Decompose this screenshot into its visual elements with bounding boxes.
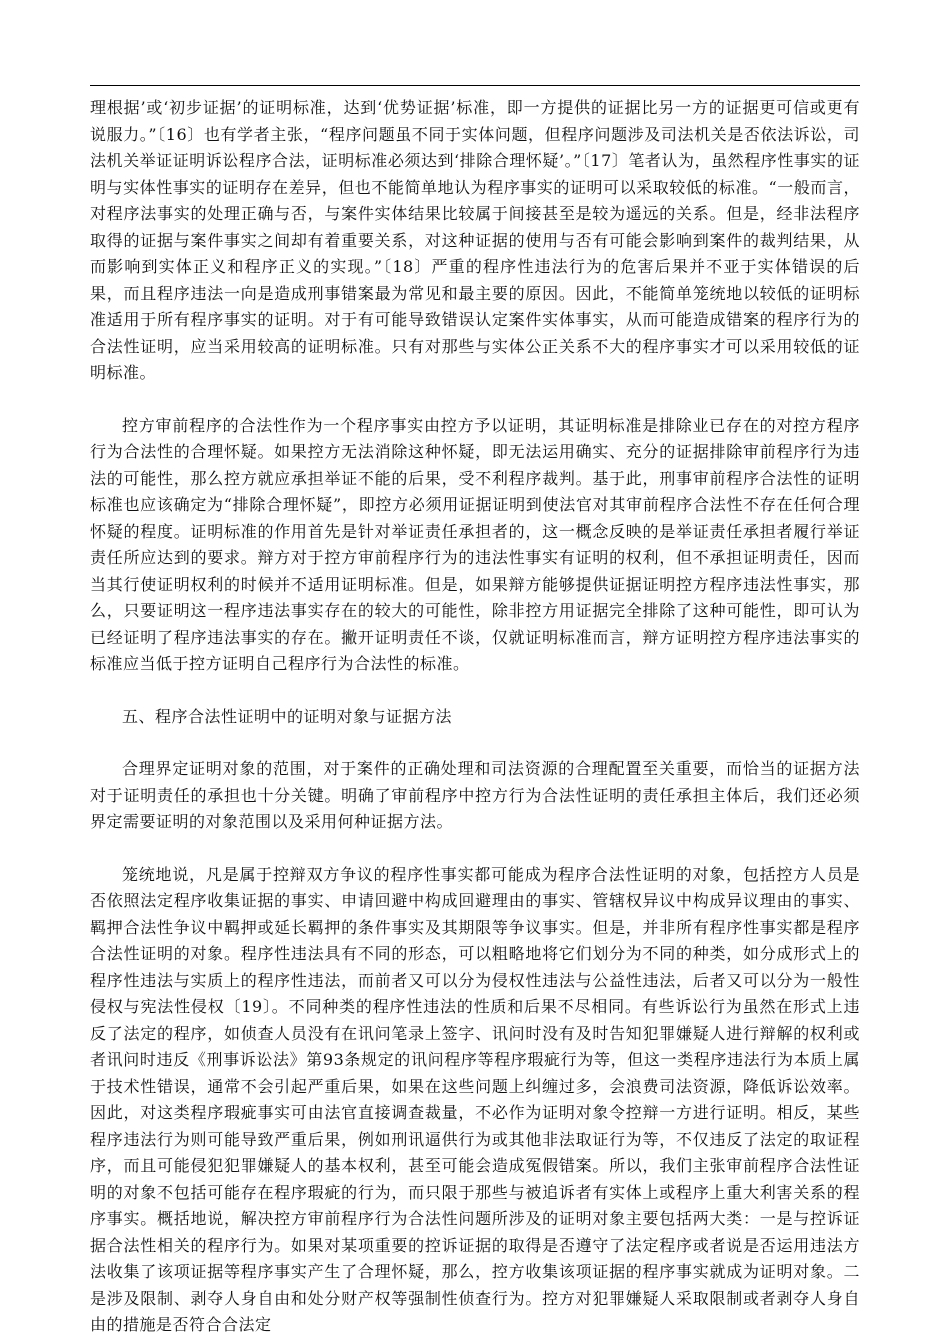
paragraph-proof-objects: 笼统地说，凡是属于控辩双方争议的程序性事实都可能成为程序合法性证明的对象，包括控方人员是否依照法定程序收集证据的事实、申请回避中构成回避理由的事实、管辖权异议中构成异议理由的事实、羁押合法性争议中羁押或延长羁押的条件事实及其期限等争议事实。但是，并非所有程序性事实都是程序合法性证明的对象。程序性违法具有不同的形态，可以粗略地将它们划分为不同的种类，如分成形式上的程序性违法与实质上的程序性违法，而前者又可以分为侵权性违法与公益性违法，后者又可以分为一般性侵权与宪法性侵权〔19〕。不同种类的程序性违法的性质和后果不尽相同。有些诉讼行为虽然在形式上违反了法定的程序，如侦查人员没有在讯问笔录上签字、讯问时没有及时告知犯罪嫌疑人进行辩解的权利或者讯问时违反《刑事诉讼法》第93条规定的讯问程序等程序瑕疵行为等，但这一类程序违法行为本质上属于技术性错误，通常不会引起严重后果，如果在这些问题上纠缠过多，会浪费司法资源，降低诉讼效率。因此，对这类程序瑕疵事实可由法官直接调查裁量，不必作为证明对象令控辩一方进行证明。相反，某些程序违法行为则可能导致严重后果，例如刑讯逼供行为或其他非法取证行为等，不仅违反了法定的取证程序，而且可能侵犯犯罪嫌疑人的基本权利，甚至可能会造成冤假错案。所以，我们主张审前程序合法性证明的对象不包括可能存在程序瑕疵的行为，而只限于那些与被追诉者有实体上或程序上重大利害关系的程序事实。概括地说，解决控方审前程序行为合法性问题所涉及的证明对象主要包括两大类：一是与控诉证据合法性相关的程序行为。如果对某项重要的控诉证据的取得是否遵守了法定程序或者说是否运用违法方法收集了该项证据等程序事实产生了合理怀疑，那么，控方收集该项证据的程序事实就成为证明对象。二是涉及限制、剥夺人身自由和处分财产权等强制性侦查行为。控方对犯罪嫌疑人采取限制或者剥夺人身自由的措施是否符合合法定 bbox=[90, 864, 860, 1334]
document-body bbox=[90, 95, 860, 1339]
section-heading: 五、程序合法性证明中的证明对象与证据方法 bbox=[122, 706, 453, 726]
header-rule bbox=[90, 85, 860, 86]
paragraph-continuation: 理根据’或‘初步证据’的证明标准，达到‘优势证据’标准，即一方提供的证据比另一方的证据更可信或更有说服力。”〔16〕也有学者主张，“程序问题虽不同于实体问题，但程序问题涉及司法机关是否依法诉讼，司法机关举证证明诉讼程序合法，证明标准必须达到‘排除合理怀疑’。”〔17〕笔者认为，虽然程序性事实的证明与实体性事实的证明存在差异，但也不能简单地认为程序事实的证明可以采取较低的标准。“一般而言，对程序法事实的处理正确与否，与案件实体结果比较属于间接甚至是较为遥远的关系。但是，经非法程序取得的证据与案件事实之间却有着重要关系，对这种证据的使用与否有可能会影响到案件的裁判结果，从而影响到实体正义和程序正义的实现。”〔18〕严重的程序性违法行为的危害后果并不亚于实体错误的后果，而且程序违法一向是造成刑事错案最为常见和最主要的原因。因此，不能简单笼统地以较低的证明标准适用于所有程序事实的证明。对于有可能导致错误认定案件实体事实，从而可能造成错案的程序行为的合法性证明，应当采用较高的证明标准。只有对那些与实体公正关系不大的程序事实才可以采用较低的证明标准。 bbox=[90, 98, 860, 382]
paragraph-spacer bbox=[90, 387, 860, 413]
paragraph-spacer bbox=[90, 836, 860, 862]
paragraph-scope-intro: 合理界定证明对象的范围，对于案件的正确处理和司法资源的合理配置至关重要，而恰当的证据方法对于证明责任的承担也十分关键。明确了审前程序中控方行为合法性证明的责任承担主体后，我们还必须界定需要证明的对象范围以及采用何种证据方法。 bbox=[90, 759, 860, 831]
paragraph-proof-standard: 控方审前程序的合法性作为一个程序事实由控方予以证明，其证明标准是排除业已存在的对控方程序行为合法性的合理怀疑。如果控方无法消除这种怀疑，即无法运用确实、充分的证据排除审前程序行为违法的可能性，那么控方就应承担举证不能的后果，受不利程序裁判。基于此，刑事审前程序合法性的证明标准也应该确定为“排除合理怀疑”，即控方必须用证据证明到使法官对其审前程序合法性不存在任何合理怀疑的程度。证明标准的作用首先是针对举证责任承担者的，这一概念反映的是举证责任承担者履行举证责任所应达到的要求。辩方对于控方审前程序行为的违法性事实有证明的权利，但不承担证明责任，因而当其行使证明权利的时候并不适用证明标准。但是，如果辩方能够提供证据证明控方程序违法性事实，那么，只要证明这一程序违法事实存在的较大的可能性，除非控方用证据完全排除了这种可能性，即可认为已经证明了程序违法事实的存在。撇开证明责任不谈，仅就证明标准而言，辩方证明控方程序违法事实的标准应当低于控方证明自己程序行为合法性的标准。 bbox=[90, 415, 860, 673]
paragraph-spacer bbox=[90, 678, 860, 704]
paragraph-spacer bbox=[90, 730, 860, 756]
